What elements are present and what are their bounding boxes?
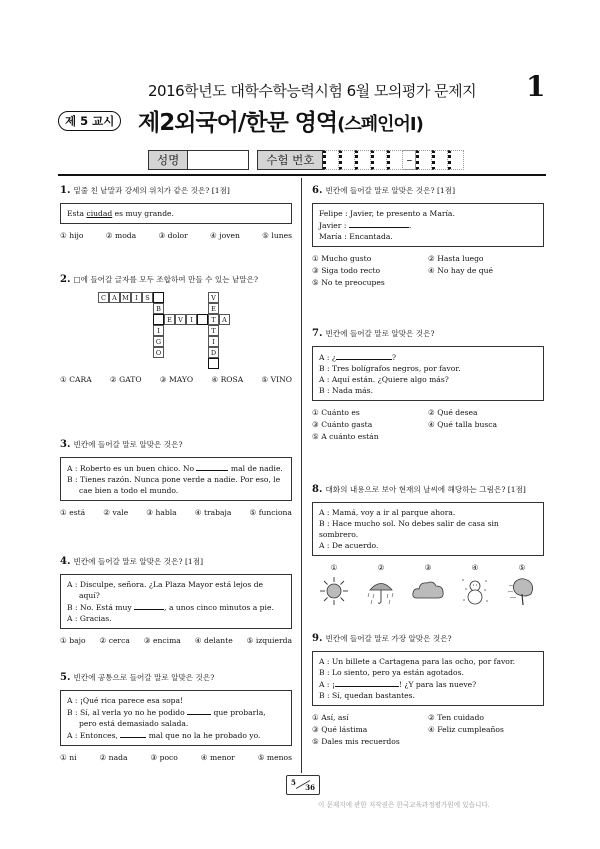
- answer-options: [312, 712, 544, 747]
- dialogue-line: A : ¡: [319, 679, 335, 689]
- question-7: [312, 327, 544, 442]
- answer-option[interactable]: ④ Qué talla busca: [428, 419, 498, 429]
- underlined-word: ciudad: [86, 208, 113, 218]
- dialogue-line: Javier :: [319, 220, 347, 230]
- question-6: [312, 184, 544, 288]
- passage-box: [312, 346, 544, 401]
- picture-number: ②: [377, 562, 385, 572]
- footer-total-pages: 36: [305, 783, 315, 792]
- answer-option[interactable]: ① hijo: [60, 230, 84, 240]
- picture-option-4[interactable]: [457, 562, 493, 606]
- question-text: 빈칸에 들어갈 말로 알맞은 것은? [1점]: [73, 557, 204, 566]
- puzzle-cell: G: [153, 336, 164, 347]
- question-number: 6.: [312, 185, 323, 196]
- answer-option[interactable]: ① Mucho gusto: [312, 253, 372, 263]
- puzzle-cell: O: [153, 347, 164, 358]
- dialogue-line: A : Mamá, voy a ir al parque ahora.: [319, 507, 456, 517]
- question-text: 대화의 내용으로 보아 현재의 날씨에 해당하는 그림은? [1점]: [325, 485, 526, 494]
- dialogue-line: A : Entonces,: [67, 730, 118, 740]
- footer-page-number: 5: [291, 778, 296, 787]
- puzzle-cell: T: [208, 314, 219, 325]
- question-stem: [312, 184, 544, 199]
- dialogue-line: A : ¿: [319, 352, 336, 362]
- question-text: □에 들어갈 글자를 모두 조합하여 만들 수 있는 낱말은?: [73, 275, 259, 284]
- copyright-notice: 이 문제지에 관한 저작권은 한국교육과정평가원에 있습니다.: [318, 801, 490, 809]
- dialogue-line: B : Hace mucho sol. No debes salir de casa sin sombrero.: [319, 518, 499, 539]
- answer-option[interactable]: ③ MAYO: [159, 374, 194, 384]
- subject-title: [138, 104, 423, 137]
- passage-box: [60, 203, 292, 224]
- answer-option[interactable]: ① Cuánto es: [312, 407, 360, 417]
- question-number: 4.: [60, 556, 71, 567]
- exam-number-digit[interactable]: [355, 150, 371, 170]
- passage-box: [312, 203, 544, 247]
- student-id-row: [148, 150, 464, 170]
- question-text: 빈칸에 들어갈 말로 가장 알맞은 것은?: [325, 634, 452, 643]
- answer-options: [312, 253, 544, 288]
- answer-option[interactable]: ② nada: [99, 752, 128, 762]
- answer-option[interactable]: ⑤ lunes: [262, 230, 292, 240]
- answer-options: [60, 507, 292, 518]
- answer-options: [60, 752, 292, 763]
- exam-number-digit[interactable]: [323, 150, 339, 170]
- dialogue-line: B : Sí, quedan bastantes.: [319, 690, 415, 700]
- answer-option[interactable]: ③ Siga todo recto: [312, 265, 381, 275]
- answer-option[interactable]: ⑤ VINO: [261, 374, 292, 384]
- answer-blank: [336, 351, 392, 360]
- name-field[interactable]: [188, 150, 249, 170]
- answer-option[interactable]: ① ni: [60, 752, 77, 762]
- question-4: [60, 555, 292, 646]
- dialogue-line: A : Gracias.: [67, 613, 112, 623]
- answer-option[interactable]: ④ No hay de qué: [428, 265, 493, 275]
- dialogue-line: Felipe : Javier, te presento a María.: [319, 208, 455, 218]
- answer-option[interactable]: ② Ten cuidado: [428, 712, 484, 722]
- question-5: [60, 671, 292, 763]
- answer-option[interactable]: ④ joven: [210, 230, 240, 240]
- dialogue-line: ! ¿Y para las nueve?: [398, 679, 477, 689]
- answer-option[interactable]: ① Así, así: [312, 712, 349, 722]
- answer-option[interactable]: ④ Feliz cumpleaños: [428, 724, 504, 734]
- answer-blank: [335, 678, 399, 687]
- puzzle-cell: V: [175, 314, 186, 325]
- puzzle-cell: B: [153, 303, 164, 314]
- dialogue-line: A : Un billete a Cartagena para las ocho, por favor.: [319, 656, 516, 666]
- exam-number-digit[interactable]: [371, 150, 387, 170]
- name-label: 성명: [148, 150, 188, 170]
- answer-option[interactable]: ⑤ No te preocupes: [312, 277, 385, 287]
- question-stem: [312, 632, 544, 647]
- passage-text: Esta: [67, 208, 87, 218]
- picture-option-5[interactable]: [504, 562, 540, 606]
- question-text: 빈칸에 들어갈 말로 알맞은 것은?: [325, 329, 435, 338]
- exam-number-dash: –: [403, 150, 416, 170]
- page-number: 1: [526, 70, 546, 103]
- dialogue-line: A : Disculpe, señora. ¿La Plaza Mayor está lejos de aquí?: [67, 579, 264, 600]
- dialogue-line: B : Tres bolígrafos negros, por favor.: [319, 363, 461, 373]
- session-badge: 제 5 교시: [58, 111, 121, 131]
- puzzle-cell: I: [186, 314, 197, 325]
- snowman-icon: [460, 576, 490, 606]
- question-text: 빈칸에 들어갈 말로 알맞은 것은? [1점]: [325, 186, 456, 195]
- dialogue-line: A : ¡Qué rica parece esa sopa!: [67, 695, 184, 705]
- answer-option[interactable]: ② vale: [103, 507, 129, 517]
- question-stem: [60, 671, 292, 686]
- answer-option[interactable]: ⑤ izquierda: [246, 635, 292, 645]
- dialogue-line: A : De acuerdo.: [319, 540, 379, 550]
- question-stem: [312, 483, 544, 498]
- puzzle-blank-cell: [153, 292, 164, 303]
- answer-option[interactable]: ③ Qué lástima: [312, 724, 368, 734]
- answer-option[interactable]: ③ habla: [146, 507, 177, 517]
- answer-option[interactable]: ⑤ A cuánto están: [312, 431, 379, 441]
- dialogue-line: B : No. Está muy: [67, 602, 132, 612]
- passage-text: es muy grande.: [112, 208, 174, 218]
- exam-number-digit[interactable]: [416, 150, 432, 170]
- answer-option[interactable]: ① CARA: [60, 374, 92, 384]
- puzzle-cell: E: [208, 303, 219, 314]
- answer-options: [312, 407, 544, 442]
- dialogue-line: , a unos cinco minutos a pie.: [164, 602, 274, 612]
- question-1: [60, 184, 292, 241]
- exam-number-digit[interactable]: [339, 150, 355, 170]
- question-stem: [60, 555, 292, 570]
- puzzle-blank-cell: [153, 314, 164, 325]
- answer-option[interactable]: ③ dolor: [158, 230, 188, 240]
- answer-option[interactable]: ③ Cuánto gasta: [312, 419, 373, 429]
- answer-option[interactable]: ② cerca: [99, 635, 130, 645]
- answer-option[interactable]: ⑤ menos: [257, 752, 292, 762]
- weather-pictures: [312, 562, 544, 606]
- answer-option[interactable]: ④ ROSA: [211, 374, 244, 384]
- answer-option[interactable]: ② moda: [105, 230, 137, 240]
- dialogue-line: A : Aquí están. ¿Quiere algo más?: [319, 374, 449, 384]
- question-stem: [312, 327, 544, 342]
- answer-blank: [196, 462, 228, 471]
- passage-box: [60, 690, 292, 746]
- dialogue-line: mal que no la he probado yo.: [148, 730, 261, 740]
- answer-option[interactable]: ⑤ Dales mis recuerdos: [312, 736, 400, 746]
- puzzle-cell: A: [219, 314, 230, 325]
- puzzle-cell: E: [164, 314, 175, 325]
- dialogue-line: B : Lo siento, pero ya están agotados.: [319, 667, 464, 677]
- windy-tree-icon: [507, 576, 537, 606]
- exam-number-label: 수험 번호: [257, 150, 323, 170]
- question-stem: [60, 273, 292, 288]
- puzzle-cell: C: [98, 292, 109, 303]
- exam-number-digit[interactable]: [432, 150, 448, 170]
- answer-blank: [120, 729, 146, 738]
- question-number: 9.: [312, 633, 323, 644]
- picture-option-1[interactable]: [316, 562, 352, 606]
- answer-option[interactable]: ③ encima: [143, 635, 181, 645]
- exam-number-digit[interactable]: [448, 150, 464, 170]
- picture-option-2[interactable]: [363, 562, 399, 606]
- puzzle-cell: T: [208, 325, 219, 336]
- question-stem: [60, 184, 292, 199]
- column-divider: [301, 178, 302, 773]
- puzzle-blank-cell: [208, 358, 219, 369]
- dialogue-line: B : Nada más.: [319, 385, 373, 395]
- answer-option[interactable]: ① bajo: [60, 635, 86, 645]
- answer-option[interactable]: ② Qué desea: [428, 407, 478, 417]
- question-3: [60, 438, 292, 518]
- puzzle-cell: I: [131, 292, 142, 303]
- question-text: 빈칸에 공통으로 들어갈 말로 알맞은 것은?: [73, 673, 215, 682]
- dialogue-line: ?: [391, 352, 397, 362]
- puzzle-cell: V: [208, 292, 219, 303]
- answer-option[interactable]: ④ delante: [194, 635, 233, 645]
- passage-box: [312, 502, 544, 556]
- puzzle-cell: S: [142, 292, 153, 303]
- crossword-puzzle: [98, 292, 292, 360]
- exam-title: 2016학년도 대학수학능력시험 6월 모의평가 문제지: [148, 82, 477, 100]
- question-number: 1.: [60, 185, 71, 196]
- question-stem: [60, 438, 292, 453]
- answer-blank: [187, 706, 211, 715]
- subject-main: 제2외국어/한문 영역: [138, 110, 338, 136]
- passage-box: [312, 651, 544, 706]
- answer-options: [60, 230, 292, 241]
- subject-sub: (스페인어Ⅰ): [337, 114, 423, 135]
- answer-option[interactable]: ⑤ funciona: [249, 507, 292, 517]
- picture-number: ①: [330, 562, 338, 572]
- question-number: 3.: [60, 439, 71, 450]
- passage-box: [60, 457, 292, 501]
- question-8: [312, 483, 544, 606]
- question-2: [60, 273, 292, 385]
- answer-option[interactable]: ④ trabaja: [194, 507, 232, 517]
- question-text: 밑줄 친 낱말과 강세의 위치가 같은 것은? [1점]: [73, 186, 230, 195]
- sun-icon: [319, 576, 349, 606]
- answer-option[interactable]: ③ poco: [150, 752, 178, 762]
- answer-option[interactable]: ② Hasta luego: [428, 253, 484, 263]
- dialogue-line: mal de nadie.: [230, 463, 283, 473]
- dialogue-line: A : Roberto es un buen chico. No: [67, 463, 195, 473]
- dialogue-line: B : Sí, al verla yo no he podido: [67, 707, 185, 717]
- puzzle-cell: D: [208, 347, 219, 358]
- answer-option[interactable]: ① está: [60, 507, 86, 517]
- footer-page-indicator: [286, 775, 320, 795]
- answer-blank: [349, 219, 412, 230]
- puzzle-blank-cell: [197, 314, 208, 325]
- picture-number: ④: [471, 562, 479, 572]
- question-number: 8.: [312, 484, 323, 495]
- question-9: [312, 632, 544, 747]
- question-number: 7.: [312, 328, 323, 339]
- dialogue-line: B : Tienes razón. Nunca pone verde a nadie. Por eso, le cae bien a todo el mundo.: [67, 474, 281, 495]
- question-number: 2.: [60, 274, 71, 285]
- puzzle-cell: M: [120, 292, 131, 303]
- header-rule: [58, 174, 546, 176]
- picture-option-3[interactable]: [410, 562, 446, 606]
- cloud-icon: [411, 576, 445, 606]
- answer-option[interactable]: ④ menor: [200, 752, 235, 762]
- answer-options: [60, 374, 292, 385]
- answer-blank: [134, 601, 164, 610]
- puzzle-cell: A: [109, 292, 120, 303]
- puzzle-cell: I: [208, 336, 219, 347]
- picture-number: ③: [424, 562, 432, 572]
- dialogue-line: .: [408, 220, 412, 230]
- exam-header: [0, 0, 600, 185]
- dialogue-line: María : Encantada.: [319, 231, 393, 241]
- umbrella-rain-icon: [366, 576, 396, 606]
- puzzle-cell: I: [153, 325, 164, 336]
- exam-number-digit[interactable]: [387, 150, 403, 170]
- question-text: 빈칸에 들어갈 말로 알맞은 것은?: [73, 440, 183, 449]
- answer-options: [60, 635, 292, 646]
- passage-box: [60, 574, 292, 629]
- dialogue-line: que probarla, pero está demasiado salada.: [79, 707, 266, 728]
- answer-option[interactable]: ② GATO: [109, 374, 142, 384]
- picture-number: ⑤: [518, 562, 526, 572]
- question-number: 5.: [60, 672, 71, 683]
